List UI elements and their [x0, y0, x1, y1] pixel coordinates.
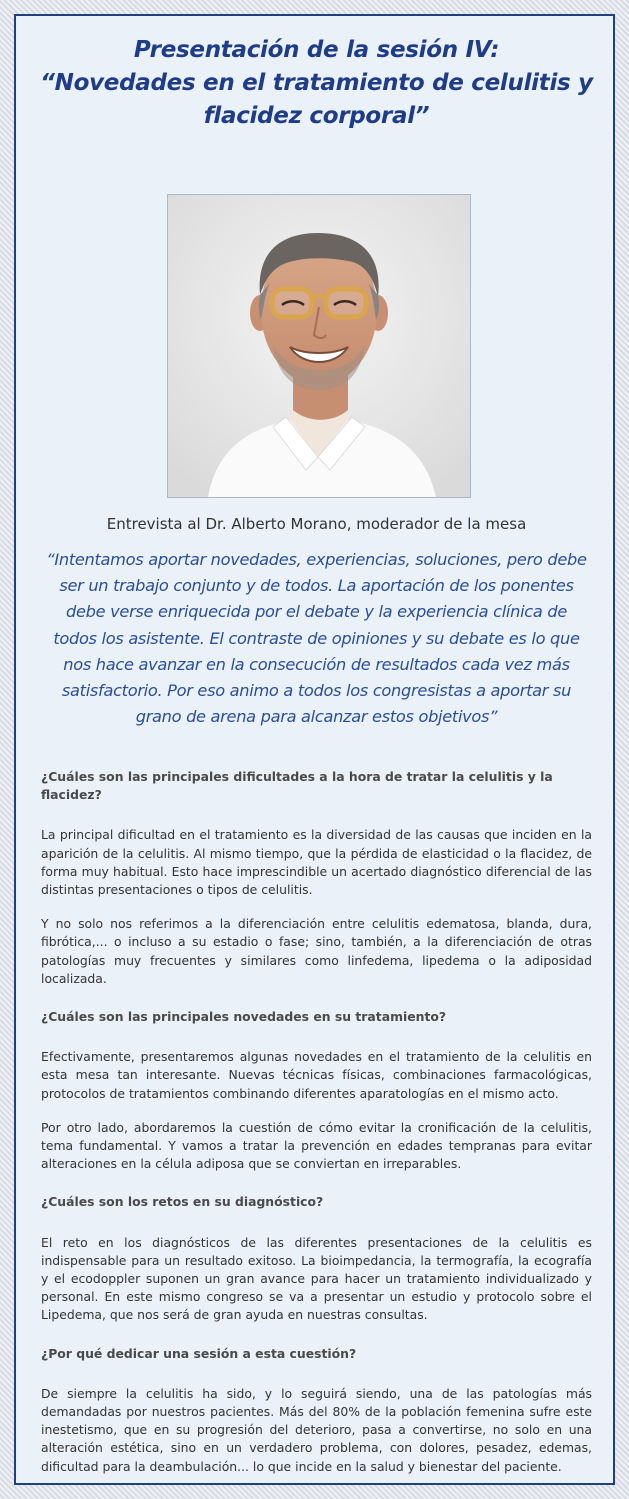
article-card — [14, 14, 615, 1485]
portrait-illustration-icon — [168, 195, 470, 497]
answer-paragraph: Efectivamente, presentaremos algunas novedades en el tratamiento de la celulitis en esta mesa tan interesante. Nuevas técnicas físicas, combinaciones farmacológicas, protocolos de tratamientos combinando diferentes aparatologías en el mismo acto. — [41, 1049, 592, 1101]
answer-paragraph: Por otro lado, abordaremos la cuestión de cómo evitar la cronificación de la celulitis, tema fundamental. Y vamos a tratar la prevención en edades tempranas para evitar alteraciones en la célula adiposa que se conviertan en irreparables. — [41, 1119, 592, 1172]
title-line-3: flacidez corporal” — [203, 103, 430, 129]
question: ¿Cuáles son los retos en su diagnóstico? — [41, 1194, 324, 1210]
qa-section — [41, 1345, 592, 1476]
answer-paragraph: De siempre la celulitis ha sido, y lo seguirá siendo, una de las patologías más demandadas por nuestros pacientes. Más del 80% de la población femenina sufre este inestetismo, que en su progresión del deterioro, pasa a convertirse, no solo en una alteración estética, sino en un verdadero problema, con dolores, pesadez, edemas, dificultad para la deambulación... lo que incide en la salud y bienestar del paciente. — [41, 1385, 592, 1474]
answer-paragraph: El reto en los diagnósticos de las diferentes presentaciones de la celulitis es indispensable para un resultado exitoso. La bioimpedancia, la termografía, la ecografía y el ecodoppler suponen un gran avance para hacer un tratamiento individualizado y personal. En este mismo congreso se va a presentar un estudio y protocolo sobre el Lipedema, que nos será de gran ayuda en nuestras consultas. — [41, 1234, 592, 1323]
answer-paragraph: La principal dificultad en el tratamiento es la diversidad de las causas que inciden en la aparición de la celulitis. Al mismo tiempo, que la pérdida de elasticidad o la flacidez, de forma muy habitual. Esto hace imprescindible un acertado diagnóstico diferencial de las distintas presentaciones o tipos de celulitis. — [41, 827, 592, 898]
qa-section — [41, 768, 592, 988]
title-line-1: Presentación de la sesión IV: — [133, 37, 500, 63]
question: ¿Cuáles son las principales novedades en su tratamiento? — [41, 1009, 447, 1025]
answer-paragraph: Y no solo nos referimos a la diferenciación entre celulitis edematosa, blanda, dura, fibrótica,... o incluso a su estadio o fase; sino, también, a la diferenciación de otras patologías muy frecuentes y similares como linfedema, lipedema o la adiposidad localizada. — [41, 916, 592, 986]
question: ¿Cuáles son las principales dificultades a la hora de tratar la celulitis y la flacidez? — [41, 769, 553, 803]
title-line-2: “Novedades en el tratamiento de celulitis y — [40, 70, 593, 96]
interview-content — [41, 768, 592, 1485]
interviewee-caption: Entrevista al Dr. Alberto Morano, moderador de la mesa — [106, 515, 527, 533]
page-title — [36, 34, 597, 133]
portrait-photo — [167, 194, 471, 498]
qa-section — [41, 1193, 592, 1324]
question: ¿Por qué dedicar una sesión a esta cuestión? — [41, 1345, 357, 1361]
pull-quote: “Intentamos aportar novedades, experiencias, soluciones, pero debe ser un trabajo conjunto y de todos. La aportación de los ponentes debe verse enriquecida por el debate y la experiencia clínica de todos los asistente. El contraste de opiniones y su debate es lo que nos hace avanzar en la consecución de resultados cada vez más satisfactorio. Por eso animo a todos los congresistas a aportar su grano de arena para alcanzar estos objetivos” — [46, 550, 587, 727]
qa-section — [41, 1008, 592, 1173]
